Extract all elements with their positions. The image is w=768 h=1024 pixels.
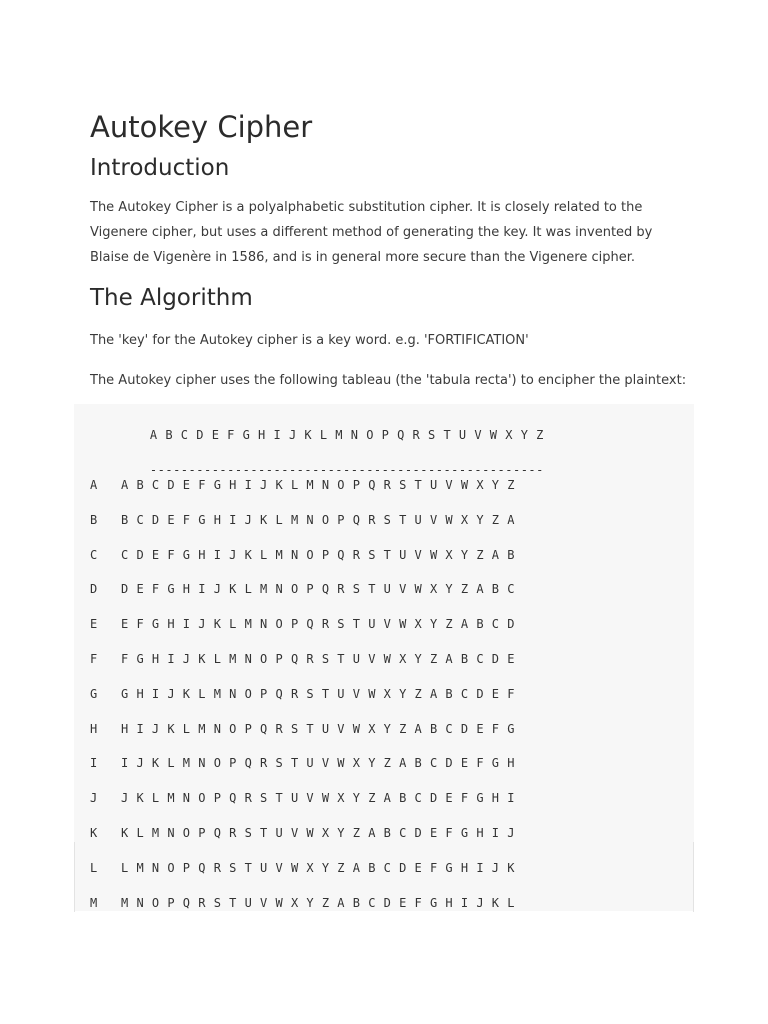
tableau-row [90,614,515,634]
tableau-row-letters: I J K L M N O P Q R S T U V W X Y Z A B C D E F G H [121,756,515,771]
tableau-row-letters: L M N O P Q R S T U V W X Y Z A B C D E F G H I J K [121,860,515,875]
tableau-row-label: E [90,617,98,632]
tableau-row-letters: M N O P Q R S T U V W X Y Z A B C D E F G H I J K L [121,895,515,910]
key-paragraph: The 'key' for the Autokey cipher is a key word. e.g. 'FORTIFICATION' [90,333,529,348]
tableau-row [90,545,515,565]
tableau-row-letters: J K L M N O P Q R S T U V W X Y Z A B C D E F G H I [121,791,515,806]
tableau-row-label: H [90,721,98,736]
tableau-row [90,684,515,704]
tableau-row-letters: D E F G H I J K L M N O P Q R S T U V W X Y Z A B C [121,582,515,597]
tableau-row-letters: G H I J K L M N O P Q R S T U V W X Y Z A B C D E F [121,686,515,701]
tableau-row [90,753,515,773]
introduction-paragraph: The Autokey Cipher is a polyalphabetic substitution cipher. It is closely related to the Vigenere cipher, but uses a different method of generating the key. It was invented by Blaise de Vigenère in 1586, and is in general more secure than the Vigenere cipher. [90,200,653,265]
tableau-row [90,475,515,495]
tableau-row-letters: E F G H I J K L M N O P Q R S T U V W X Y Z A B C D [121,617,515,632]
tableau-row-letters: H I J K L M N O P Q R S T U V W X Y Z A B C D E F G [121,721,515,736]
tableau-row-label: C [90,547,98,562]
tableau-row-letters: A B C D E F G H I J K L M N O P Q R S T U V W X Y Z [121,478,515,492]
tableau-row [90,788,515,808]
introduction-heading: Introduction [90,155,230,181]
tableau-row-letters: C D E F G H I J K L M N O P Q R S T U V W X Y Z A B [121,547,515,562]
tableau-intro-paragraph: The Autokey cipher uses the following tableau (the 'tabula recta') to encipher the plaintext: [90,373,687,388]
tableau-header-letters: A B C D E F G H I J K L M N O P Q R S T U V W X Y Z [149,428,544,442]
tableau-row [90,510,515,530]
tableau-header-row [90,405,544,442]
tableau-row-letters: B C D E F G H I J K L M N O P Q R S T U V W X Y Z A [121,512,515,527]
tableau-row-letters: K L M N O P Q R S T U V W X Y Z A B C D E F G H I J [121,826,515,840]
tableau-row-label: J [90,791,98,806]
tableau-row-label: M [90,895,98,910]
tableau-row [90,858,515,878]
tableau-divider-row [90,440,544,477]
tableau-row-label: A [90,478,98,492]
tableau-row-label: G [90,686,98,701]
tableau-row-letters: F G H I J K L M N O P Q R S T U V W X Y Z A B C D E [121,652,515,666]
tableau-row-label: I [90,756,98,771]
tableau-row [90,579,515,599]
tableau-row-label: B [90,512,98,527]
tableau-row-label: K [90,826,98,840]
tableau-row [90,719,515,739]
page-title: Autokey Cipher [90,110,313,144]
algorithm-heading: The Algorithm [90,285,253,311]
tableau-row-label: D [90,582,98,597]
tableau-row [90,893,515,911]
tableau-row-label: F [90,652,98,666]
article-content [90,108,690,393]
tableau-row-label: L [90,860,98,875]
tableau-divider: --------------------------------------------------- [149,463,544,477]
tableau-row [90,649,515,669]
tableau-row [90,823,515,843]
tabula-recta-block [74,404,694,911]
